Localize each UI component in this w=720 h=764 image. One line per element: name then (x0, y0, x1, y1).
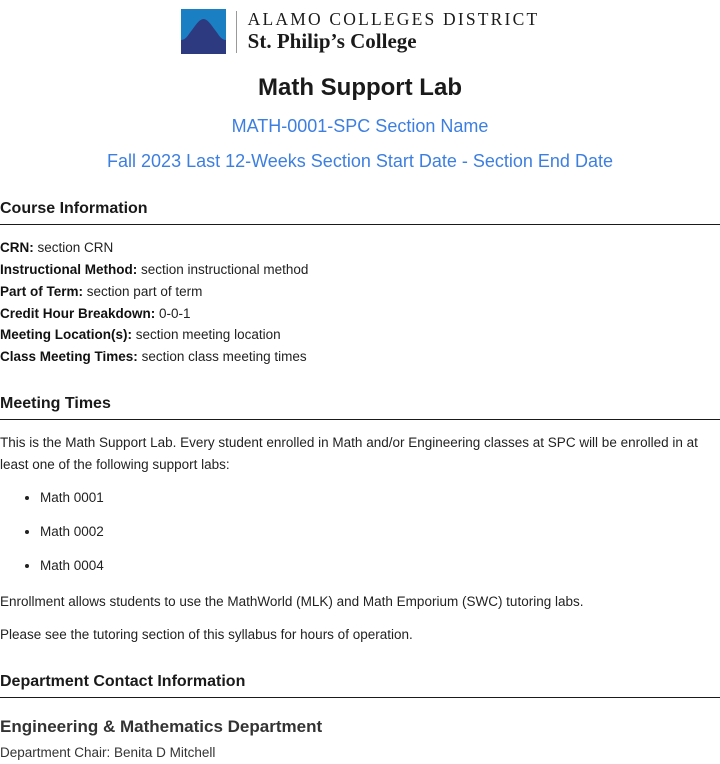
course-section-line: MATH-0001-SPC Section Name (231, 116, 489, 137)
college-name: St. Philip’s College (247, 28, 417, 53)
list-item: • Math 0001 (40, 488, 720, 508)
info-label: Part of Term: (0, 283, 84, 299)
info-label: Credit Hour Breakdown: (0, 305, 156, 321)
info-value: section meeting location (135, 327, 281, 343)
term-dates-line: Fall 2023 Last 12-Weeks Section Start Date - Section End Date (107, 150, 613, 171)
info-label: Class Meeting Times: (0, 349, 138, 365)
info-value: section part of term (86, 283, 203, 299)
list-item: • Math 0002 (40, 522, 720, 542)
logo-wordmark (248, 10, 540, 52)
info-value: 0-0-1 (159, 305, 191, 321)
masthead (0, 0, 720, 58)
info-label: Meeting Location(s): (0, 327, 132, 343)
info-value: section class meeting times (141, 349, 307, 365)
info-label: Instructional Method: (0, 261, 138, 277)
info-value: section CRN (37, 239, 114, 255)
section-heading-course-information: Course Information (0, 199, 720, 225)
alamo-arch-logo-icon (181, 9, 226, 54)
info-row-credit-hour-breakdown (0, 303, 720, 325)
section-heading-meeting-times: Meeting Times (0, 394, 720, 420)
info-label: CRN: (0, 239, 34, 255)
district-name: ALAMO COLLEGES DISTRICT (247, 9, 540, 30)
enrollment-note: Enrollment allows students to use the MathWorld (MLK) and Math Emporium (SWC) tutoring labs. (0, 593, 584, 609)
info-row-class-meeting-times (0, 346, 720, 368)
list-item: • Math 0004 (40, 556, 720, 576)
course-information-list (0, 237, 720, 368)
info-row-instructional-method (0, 259, 720, 281)
logo-divider (236, 11, 237, 53)
meeting-times-intro: This is the Math Support Lab. Every student enrolled in Math and/or Engineering classes at SPC will be enrolled in at least one of the following support labs: (0, 435, 698, 472)
department-chair-line: Department Chair: Benita D Mitchell (0, 745, 216, 761)
alamo-colleges-logo-lockup (181, 9, 540, 54)
department-name: Engineering & Mathematics Department (0, 717, 323, 737)
info-row-crn (0, 237, 720, 259)
info-row-part-of-term (0, 281, 720, 303)
hours-of-operation-note: Please see the tutoring section of this syllabus for hours of operation. (0, 627, 413, 643)
page-title: Math Support Lab (258, 74, 462, 101)
info-value: section instructional method (141, 261, 309, 277)
support-labs-list (0, 488, 720, 577)
section-heading-department-contact: Department Contact Information (0, 672, 720, 698)
info-row-meeting-locations (0, 324, 720, 346)
